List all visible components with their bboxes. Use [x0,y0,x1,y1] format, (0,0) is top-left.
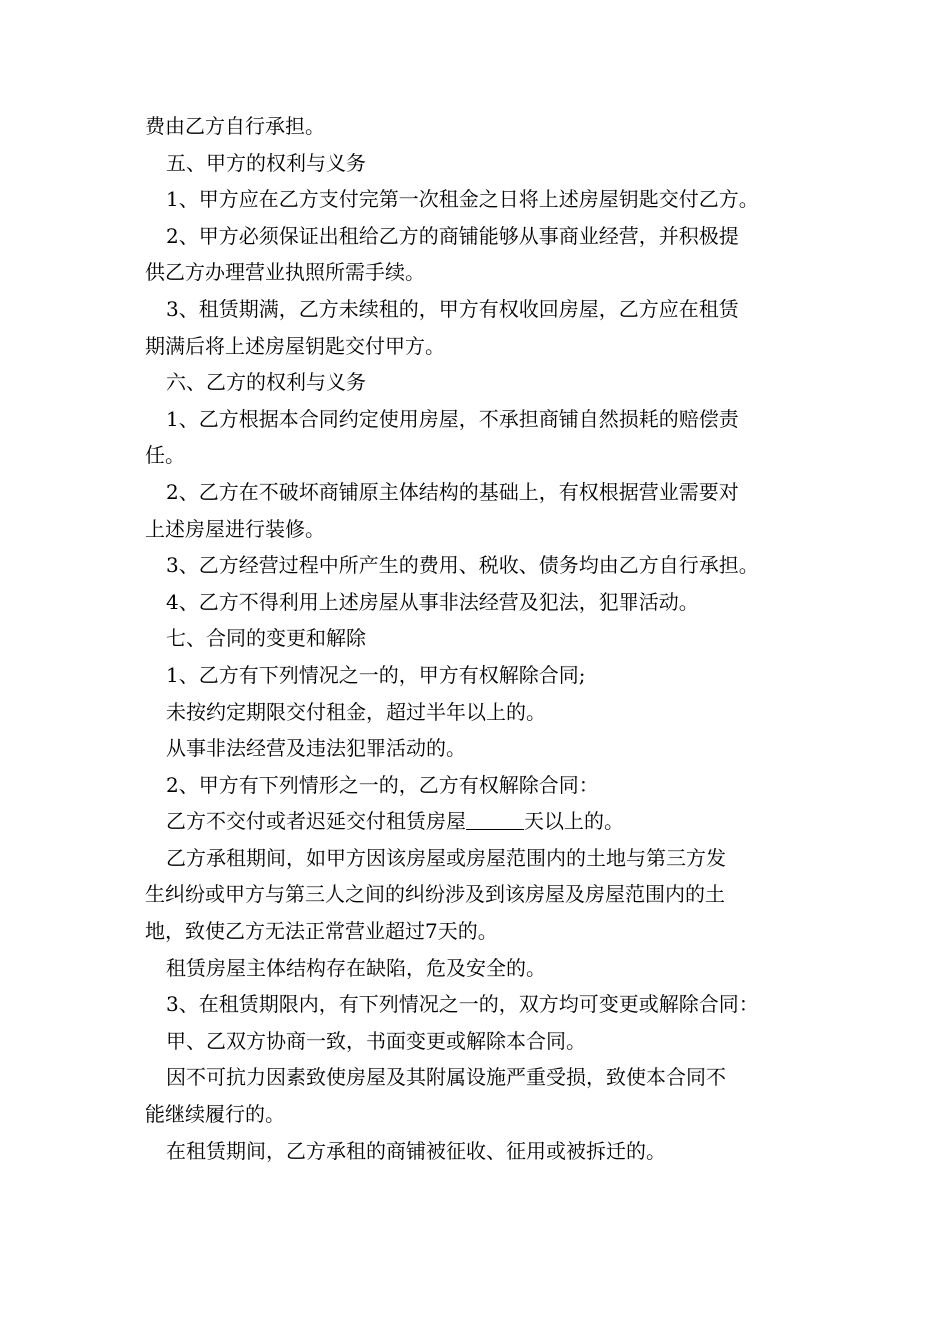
line-text: 期满后将上述房屋钥匙交付甲方。 [145,333,445,358]
document-line [145,474,815,511]
line-text: 3、乙方经营过程中所产生的费用、税收、债务均由乙方自行承担。 [166,553,759,578]
line-text: 费由乙方自行承担。 [145,114,325,138]
document-line [145,254,815,291]
document-line [145,108,815,145]
line-text: 从事非法经营及违法犯罪活动的。 [166,736,466,761]
document-line [145,181,815,218]
document-line [145,913,815,950]
document-line [145,876,815,913]
document-line [145,547,815,584]
document-line [145,986,815,1023]
document-line [145,328,815,365]
line-text: 4、乙方不得利用上述房屋从事非法经营及犯法，犯罪活动。 [166,589,699,614]
document-line [145,1133,815,1170]
document-line [145,145,815,182]
document-line [145,364,815,401]
line-text: 3、租赁期满，乙方未续租的，甲方有权收回房屋，乙方应在租赁 [166,296,739,321]
line-text: 七、合同的变更和解除 [166,626,366,651]
document-line [145,218,815,255]
line-text: 乙方承租期间，如甲方因该房屋或房屋范围内的土地与第三方发 [166,845,726,870]
line-text: 地，致使乙方无法正常营业超过7天的。 [145,919,498,944]
document-line [145,1023,815,1060]
document-line [145,767,815,804]
line-text: 2、甲方必须保证出租给乙方的商铺能够从事商业经营，并积极提 [166,223,739,248]
line-text: 六、乙方的权利与义务 [166,370,366,395]
fill-in-blank [466,809,524,830]
line-text: 生纠纷或甲方与第三人之间的纠纷涉及到该房屋及房屋范围内的土 [145,882,725,907]
line-text: 1、乙方根据本合同约定使用房屋，不承担商铺自然损耗的赔偿责 [166,406,739,431]
line-text: 上述房屋进行装修。 [145,516,325,541]
document-line [145,584,815,621]
document-line [145,694,815,731]
line-text: 2、乙方在不破坏商铺原主体结构的基础上，有权根据营业需要对 [166,479,739,504]
document-line [145,401,815,438]
document-line [145,803,815,840]
document-line [145,840,815,877]
line-text: 1、乙方有下列情况之一的，甲方有权解除合同; [166,662,586,687]
document-line [145,511,815,548]
document-line [145,657,815,694]
document-line [145,1059,815,1096]
line-text: 因不可抗力因素致使房屋及其附属设施严重受损，致使本合同不 [166,1065,726,1090]
line-text-suffix: 天以上的。 [524,809,624,834]
line-text: 甲、乙双方协商一致，书面变更或解除本合同。 [166,1028,586,1053]
document-line [145,291,815,328]
line-text: 租赁房屋主体结构存在缺陷，危及安全的。 [166,955,546,980]
line-text: 2、甲方有下列情形之一的，乙方有权解除合同： [166,772,599,797]
line-text: 乙方不交付或者迟延交付租赁房屋 [166,809,466,834]
line-text: 供乙方办理营业执照所需手续。 [145,260,425,285]
line-text: 任。 [145,443,185,468]
document-line [145,437,815,474]
document-page [145,108,815,1169]
line-text: 在租赁期间，乙方承租的商铺被征收、征用或被拆迁的。 [166,1138,666,1163]
line-text: 未按约定期限交付租金，超过半年以上的。 [166,699,546,724]
line-text: 3、在租赁期限内，有下列情况之一的，双方均可变更或解除合同： [166,992,759,1017]
line-text: 能继续履行的。 [145,1102,285,1127]
line-text: 五、甲方的权利与义务 [166,150,366,175]
document-line [145,730,815,767]
line-text: 1、甲方应在乙方支付完第一次租金之日将上述房屋钥匙交付乙方。 [166,187,759,212]
document-line [145,950,815,987]
document-line [145,620,815,657]
document-line [145,1096,815,1133]
